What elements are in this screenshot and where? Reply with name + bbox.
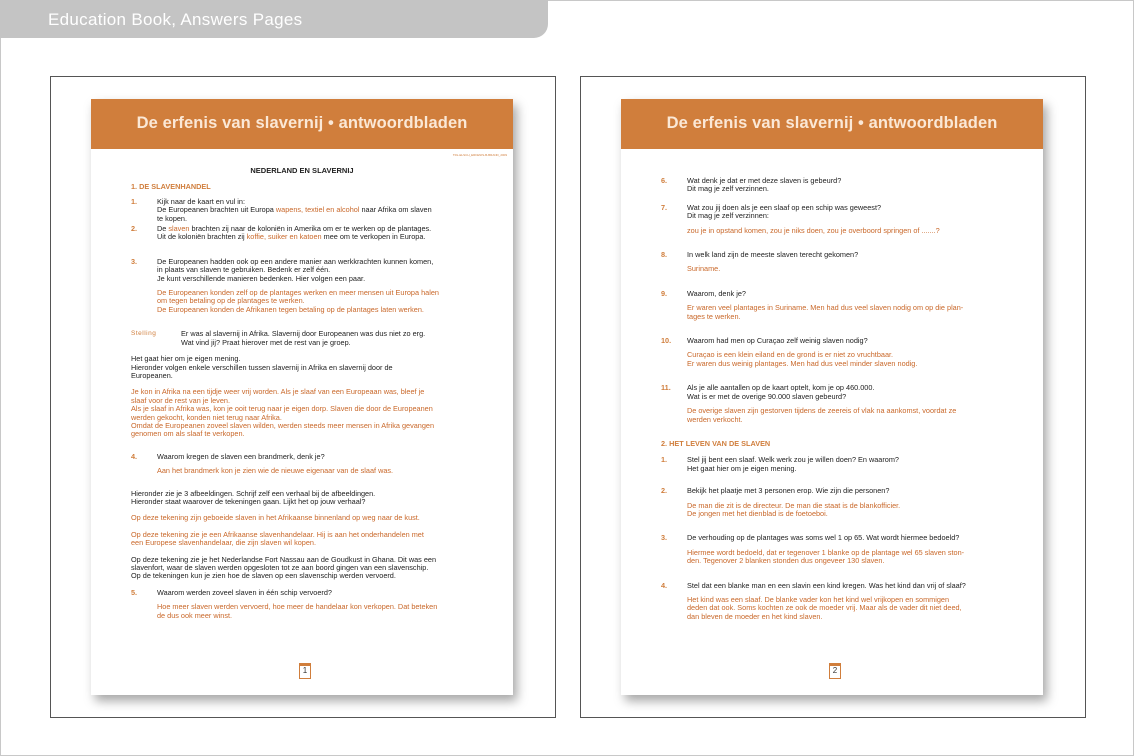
question-10: 10. Waarom had men op Curaçao zelf weinig slaven nodig? xyxy=(661,336,868,346)
page-1-banner xyxy=(91,99,513,149)
question-number: 6. xyxy=(661,176,668,185)
page-2-content xyxy=(661,177,1003,631)
question-6: 6. Wat denk je dat er met deze slaven is gebeurd? Dit mag je zelf verzinnen. xyxy=(661,176,842,194)
question-text: in plaats van slaven te gebruiken. Bedenk er zelf één. xyxy=(157,265,331,275)
fill-in-answer: wapens, textiel en alcohol xyxy=(275,205,360,215)
answer-5: Hoe meer slaven werden vervoerd, hoe meer de handelaar kon verkopen. Dat beteken de dus ook meer winst. xyxy=(157,602,438,620)
question-4 xyxy=(131,453,473,461)
question-number: 3. xyxy=(131,256,138,266)
question-number: 3. xyxy=(661,533,668,543)
answer-page-1 xyxy=(91,99,513,695)
answer-verschillen: Je kon in Afrika na een tijdje weer vrij worden. Als je slaaf van een Europeaan was, bleef je slaaf voor de rest van je leven. Als je slaaf in Afrika was, kon je ooit terug naar je eigen dorp. Slaven die door de Europeanen werden gekocht, konden niet terug naar Afrika. Omdat de Europeanen zoveel slaven wilden, werden steeds meer mensen in Afrika gevangen genomen om als slaaf te verkopen. xyxy=(131,387,435,439)
question-r2: 2. Bekijk het plaatje met 3 personen erop. Wie zijn die personen? xyxy=(661,486,890,496)
answer-9: Er waren veel plantages in Suriname. Men had dus veel slaven nodig om op die plan- tages te werken. xyxy=(687,303,964,321)
paragraph-mening: Het gaat hier om je eigen mening. Hieronder volgen enkele verschillen tussen slavernij in Afrika en slavernij door de Europeanen. xyxy=(131,354,393,380)
answer-r4: Het kind was een slaaf. De blanke vader kon het kind wel vrijkopen en sommigen deden dat ook. Soms kochten ze ook de moeder vrij. Maar als de vader dit niet deed, dan bleven de moeder en het kind slaven. xyxy=(687,594,962,621)
question-9: 9. Waarom, denk je? xyxy=(661,288,746,298)
question-r1: 1. Stel jij bent een slaaf. Welk werk zou je willen doen? En waarom? Het gaat hier om je eigen mening. xyxy=(661,455,899,473)
header-tab xyxy=(0,0,548,38)
page-1-code: TRL-ELSCH_ERFENIS-B-BRAND_2009 xyxy=(452,153,507,157)
question-2 xyxy=(131,225,473,242)
question-5 xyxy=(131,589,473,597)
question-number: 8. xyxy=(661,250,668,260)
page-2-banner xyxy=(621,99,1043,149)
answer-3: De Europeanen konden zelf op de plantages werken en meer mensen uit Europa halen om tegen betaling op de plantages te werken. De Europeanen konden de Afrikanen tegen betaling op de plantages laten werken. xyxy=(157,288,439,314)
answer-7: zou je in opstand komen, zou je niks doen, zou je overboord springen of .......? xyxy=(687,225,940,235)
question-r4: 4. Stel dat een blanke man en een slavin een kind kregen. Was het kind dan vrij of slaaf? xyxy=(661,580,966,590)
answer-tekening-1: Op deze tekening zijn geboeide slaven in het Afrikaanse binnenland op weg naar de kust. xyxy=(131,513,420,523)
fill-in-answer: koffie, suiker en katoen xyxy=(246,232,322,242)
answer-10: Curaçao is een klein eiland en de grond is er niet zo vruchtbaar. Er waren dus weinig plantages. Men had dus veel minder slaven nodig. xyxy=(687,350,918,368)
header-title: Education Book, Answers Pages xyxy=(48,10,303,29)
question-number: 7. xyxy=(661,202,668,212)
question-number: 4. xyxy=(131,451,138,461)
answer-8: Suriname. xyxy=(687,264,721,274)
question-number: 1. xyxy=(131,196,138,206)
paragraph-fort-nassau: Op deze tekening zie je het Nederlandse Fort Nassau aan de Goudkust in Ghana. Dit was een slavenfort, waar de slaven werden opgesloten tot ze aan boord gingen van een slavenschip. Op de tekeningen kun je zien hoe de slaven op een slavenschip werden vervoerd. xyxy=(131,554,437,581)
question-text: Waarom kregen de slaven een brandmerk, denk je? xyxy=(157,451,325,461)
question-text: De Europeanen hadden ook op een andere manier aan werkkrachten kunnen komen, xyxy=(157,256,434,266)
question-1 xyxy=(131,198,473,223)
question-number: 1. xyxy=(661,455,668,465)
page-2-title: De erfenis van slavernij • antwoordbladen xyxy=(666,114,998,132)
answer-r2: De man die zit is de directeur. De man die staat is de blankofficier. De jongen met het dienblad is de foetoeboi. xyxy=(687,500,901,518)
question-text: De Europeanen brachten uit Europa wapens, textiel en alcohol naar Afrika om slaven xyxy=(157,205,432,215)
question-3 xyxy=(131,258,473,283)
left-spread-frame xyxy=(50,76,556,718)
answer-tekening-2: Op deze tekening zie je een Afrikaanse slavenhandelaar. Hij is aan het onderhandelen met een Europese slavenhandelaar, die zijn slaven wil kopen. xyxy=(131,529,424,548)
page-number-1: 1 xyxy=(299,665,311,679)
question-text: te kopen. xyxy=(157,213,188,223)
question-number: 9. xyxy=(661,288,668,298)
fill-in-answer: slaven xyxy=(168,224,190,234)
question-7: 7. Wat zou jij doen als je een slaaf op een schip was geweest? Dit mag je zelf verzinnen: xyxy=(661,202,882,221)
page-1-content xyxy=(131,167,473,630)
question-8: 8. In welk land zijn de meeste slaven terecht gekomen? xyxy=(661,250,859,260)
question-text: Kijk naar de kaart en vul in: xyxy=(157,196,246,206)
question-number: 11. xyxy=(661,383,671,393)
page-1-title: De erfenis van slavernij • antwoordbladen xyxy=(136,114,468,132)
section-heading-slavenhandel: 1. DE SLAVENHANDEL xyxy=(131,182,211,192)
answer-page-2 xyxy=(621,99,1043,695)
question-number: 2. xyxy=(131,224,138,234)
question-text: Uit de koloniën brachten zij koffie, suiker en katoen mee om te verkopen in Europa. xyxy=(157,232,426,242)
stelling: Stelling Er was al slavernij in Afrika. Slavernij door Europeanen was dus niet zo erg. Wat vind jij? Praat hierover met de rest van je groep. xyxy=(131,329,426,347)
question-number: 10. xyxy=(661,336,672,346)
paragraph-afbeeldingen: Hieronder zie je 3 afbeeldingen. Schrijf zelf een verhaal bij de afbeeldingen. Hieronder staat waarover de tekeningen gaan. Lijkt het op jouw verhaal? xyxy=(131,488,376,506)
content-title: NEDERLAND EN SLAVERNIJ xyxy=(250,166,354,175)
section-heading-leven: 2. HET LEVEN VAN DE SLAVEN xyxy=(661,438,771,448)
question-text: De slaven brachten zij naar de koloniën in Amerika om er te werken op de plantages. xyxy=(157,224,432,234)
question-11: 11. Als je alle aantallen op de kaart optelt, kom je op 460.000. Wat is er met de overige 90.000 slaven gebeurd? xyxy=(661,383,875,401)
right-spread-frame xyxy=(580,76,1086,718)
answer-11: De overige slaven zijn gestorven tijdens de zeereis of vlak na aankomst, voordat ze werden verkocht. xyxy=(687,406,957,424)
page-number-2: 2 xyxy=(829,665,841,679)
question-number: 4. xyxy=(661,580,668,590)
question-number: 2. xyxy=(661,486,668,496)
question-r3: 3. De verhouding op de plantages was soms wel 1 op 65. Wat wordt hiermee bedoeld? xyxy=(661,533,960,543)
answer-4: Aan het brandmerk kon je zien wie de nieuwe eigenaar van de slaaf was. xyxy=(157,466,394,476)
stelling-label: Stelling xyxy=(131,330,157,338)
question-text: Waarom werden zoveel slaven in één schip vervoerd? xyxy=(157,587,332,597)
question-number: 5. xyxy=(131,587,138,597)
question-text: Je kunt verschillende manieren bedenken. Hier volgen een paar. xyxy=(157,273,366,283)
answer-r3: Hiermee wordt bedoeld, dat er tegenover 1 blanke op de plantage wel 65 slaven ston- den. Tegenover 2 blanken stonden dus ongeveer 130 slaven. xyxy=(687,547,965,566)
